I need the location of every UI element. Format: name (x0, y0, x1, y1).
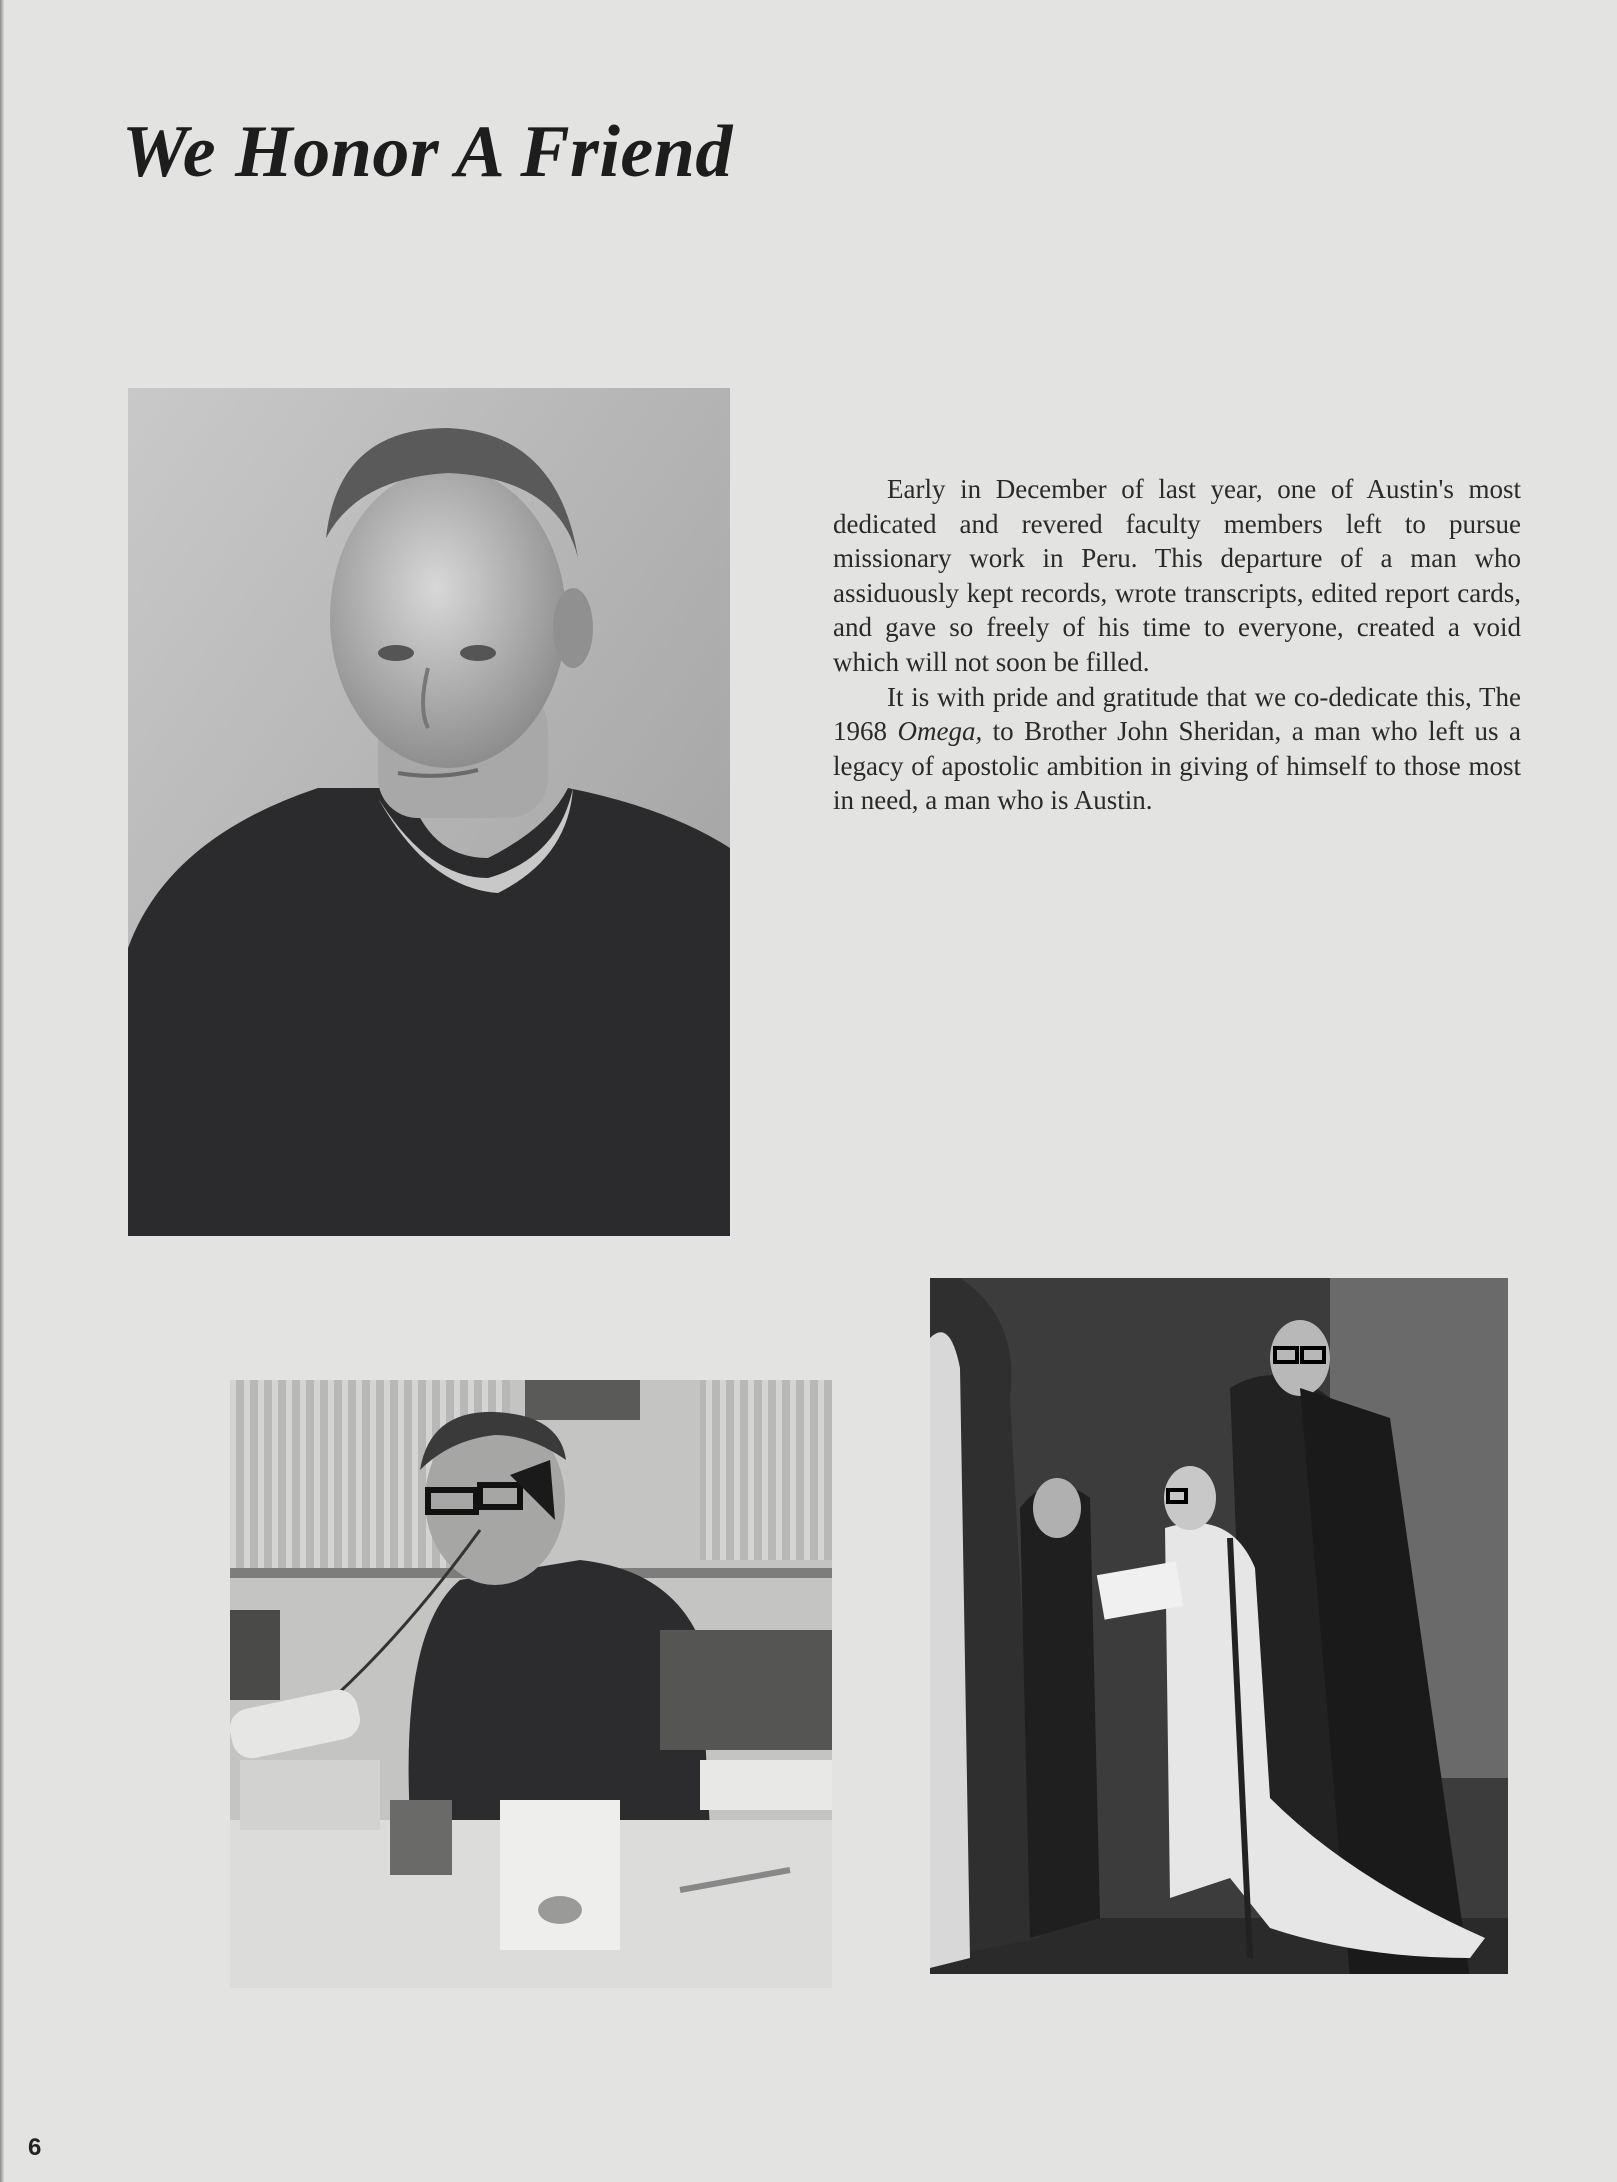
dedication-paragraph-1: Early in December of last year, one of Austin's most dedicated and revered faculty members left to pursue missionary work in Peru. This departure of a man who assiduously kept records, wrote transcripts, edited report cards, and gave so freely of his time to everyone, created a void which will not soon be filled. (833, 474, 1521, 677)
page-title: We Honor A Friend (122, 111, 733, 193)
portrait-photo (128, 388, 730, 1236)
yearbook-name: Omega, (897, 716, 983, 747)
paragraph-2-end: to Brother John Sheridan, a man who left us a legacy of apostolic ambition in giving of himself to those most in need, a man who is Austin. (833, 716, 1521, 816)
dedication-paragraph-2 (833, 680, 1521, 818)
paragraph-2-start: It is with pride and gratitude that we co-dedicate this, The 1968 (833, 681, 1521, 747)
ceremony-photo (930, 1278, 1508, 1974)
office-telephone-photo (230, 1380, 832, 1988)
page-edge (0, 0, 4, 2182)
dedication-text (833, 472, 1521, 818)
page-number: 6 (28, 2134, 42, 2161)
